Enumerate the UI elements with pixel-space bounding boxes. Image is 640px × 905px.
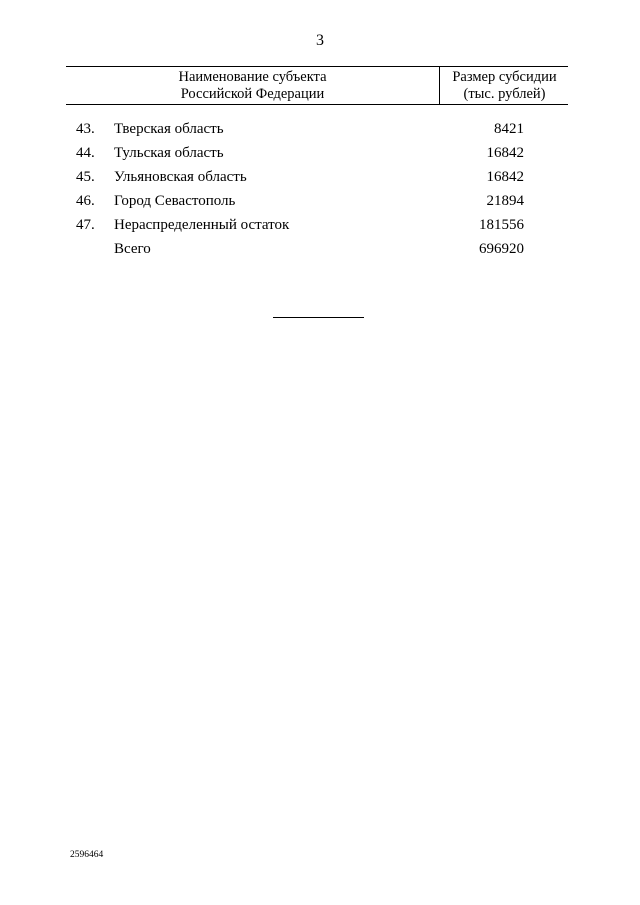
row-subject-name: Ульяновская область — [114, 169, 247, 185]
row-number: 44. — [76, 145, 95, 161]
row-subject-name: Нераспределенный остаток — [114, 217, 290, 233]
table-row — [0, 167, 640, 191]
header-subject-name-line1: Наименование субъекта — [178, 69, 327, 85]
row-amount: 21894 — [486, 193, 524, 209]
row-amount: 181556 — [479, 217, 524, 233]
row-subject-name: Город Севастополь — [114, 193, 236, 209]
table-row — [0, 215, 640, 239]
row-subject-name: Тульская область — [114, 145, 224, 161]
document-code: 2596464 — [70, 850, 104, 860]
header-subject-name — [66, 67, 440, 104]
total-label: Всего — [114, 241, 151, 257]
table-row — [0, 119, 640, 143]
table-body — [0, 119, 640, 263]
header-subsidy-amount — [441, 67, 568, 104]
row-amount: 8421 — [494, 121, 524, 137]
page-number: 3 — [316, 32, 324, 49]
header-subsidy-amount-line1: Размер субсидии — [452, 69, 557, 85]
table-header — [66, 66, 568, 105]
row-amount: 16842 — [486, 145, 524, 161]
table-total-row — [0, 239, 640, 263]
row-amount: 16842 — [486, 169, 524, 185]
row-subject-name: Тверская область — [114, 121, 224, 137]
row-number: 45. — [76, 169, 95, 185]
end-separator-line — [273, 317, 364, 318]
header-subsidy-amount-line2: (тыс. рублей) — [463, 86, 546, 102]
total-amount: 696920 — [479, 241, 524, 257]
table-row — [0, 191, 640, 215]
row-number: 47. — [76, 217, 95, 233]
row-number: 46. — [76, 193, 95, 209]
table-row — [0, 143, 640, 167]
header-subject-name-line2: Российской Федерации — [180, 86, 325, 102]
row-number: 43. — [76, 121, 95, 137]
